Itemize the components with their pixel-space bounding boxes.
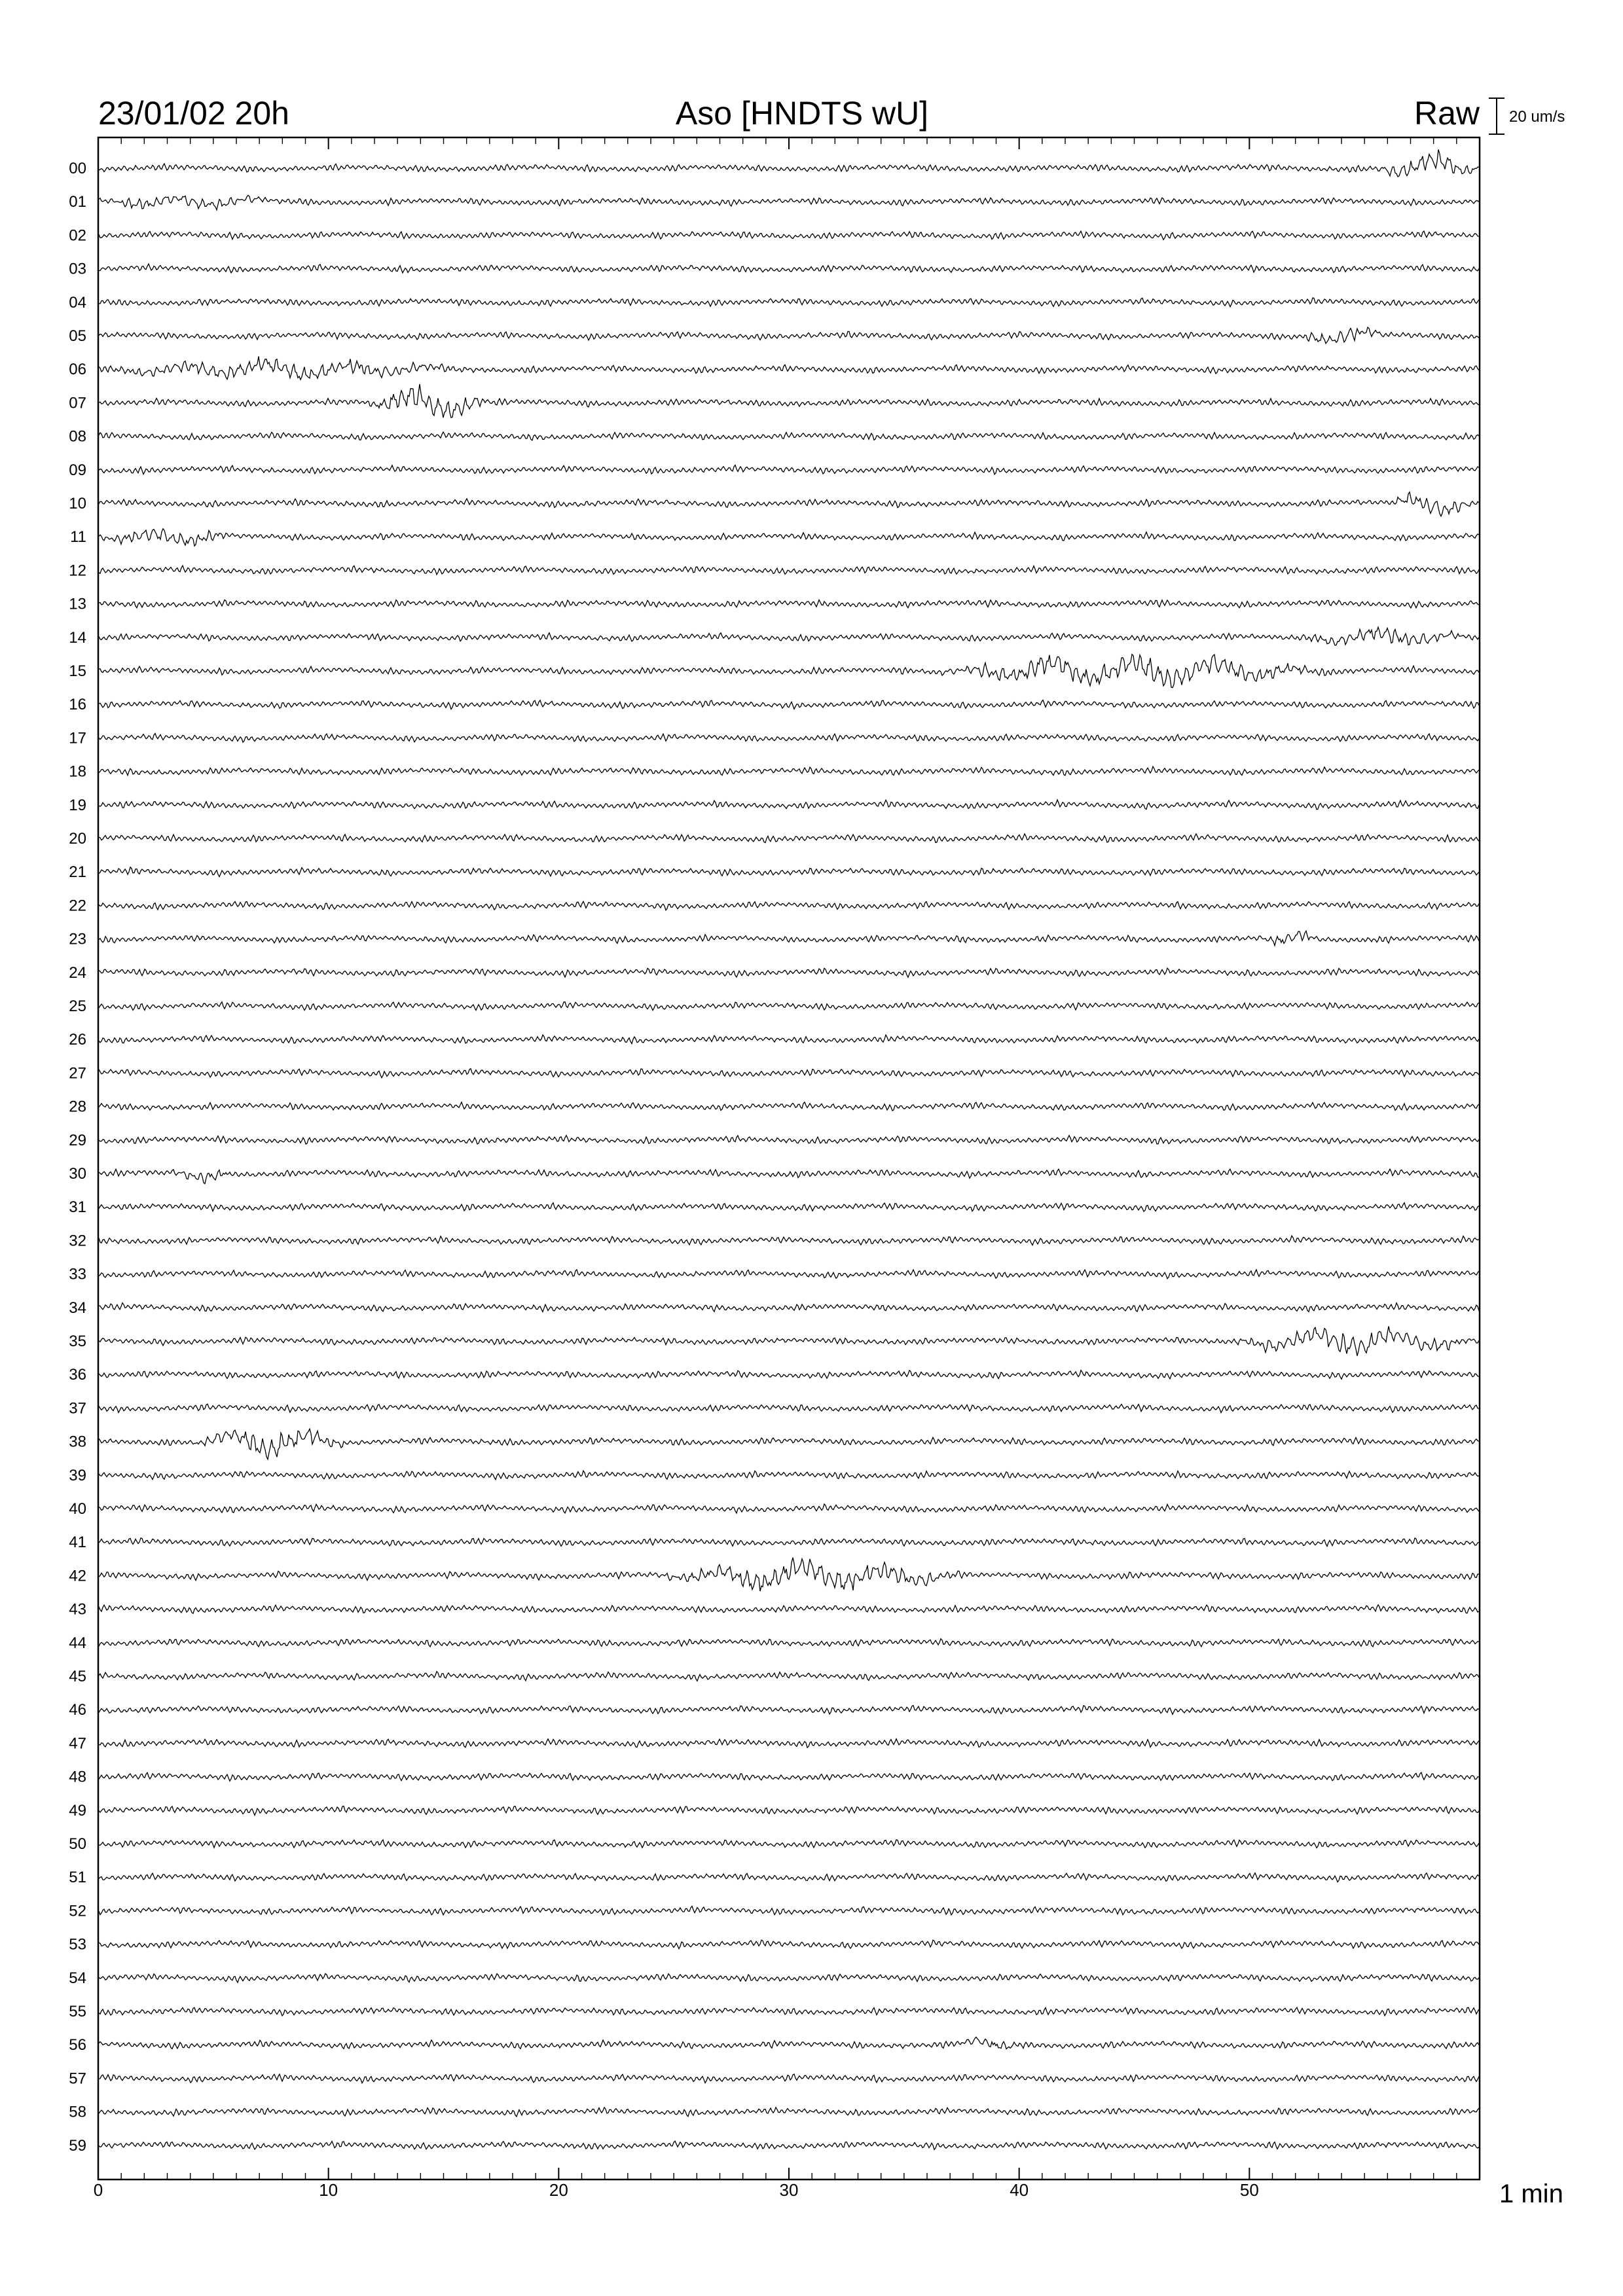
row-label-58: 58 — [69, 2103, 86, 2121]
trace-row-02 — [99, 231, 1479, 240]
amplitude-scale-bar — [1489, 98, 1565, 134]
row-label-15: 15 — [69, 662, 86, 680]
row-labels — [69, 160, 86, 2155]
trace-row-45 — [99, 1672, 1479, 1681]
trace-row-34 — [99, 1303, 1479, 1312]
trace-row-51 — [99, 1873, 1479, 1882]
trace-row-22 — [99, 901, 1479, 910]
trace-row-11 — [99, 529, 1479, 546]
x-tick-label-10: 10 — [319, 2180, 338, 2200]
trace-row-00 — [99, 150, 1479, 177]
row-label-04: 04 — [69, 293, 86, 312]
row-label-26: 26 — [69, 1031, 86, 1049]
trace-row-56 — [99, 2037, 1479, 2049]
row-label-14: 14 — [69, 628, 86, 647]
row-label-49: 49 — [69, 1801, 86, 1820]
trace-row-16 — [99, 700, 1479, 709]
trace-row-18 — [99, 766, 1479, 776]
station-title: Aso [HNDTS wU] — [675, 95, 929, 132]
time-axis-ticks — [98, 137, 1480, 2179]
trace-row-12 — [99, 565, 1479, 575]
row-label-39: 39 — [69, 1466, 86, 1484]
trace-row-40 — [99, 1504, 1479, 1513]
row-label-36: 36 — [69, 1366, 86, 1384]
row-label-28: 28 — [69, 1098, 86, 1116]
row-label-44: 44 — [69, 1634, 86, 1652]
raw-mode-label: Raw — [1413, 95, 1480, 132]
row-label-01: 01 — [69, 193, 86, 211]
row-label-00: 00 — [69, 160, 86, 177]
trace-row-36 — [99, 1371, 1479, 1380]
row-label-08: 08 — [69, 427, 86, 446]
row-label-16: 16 — [69, 696, 86, 714]
trace-row-43 — [99, 1605, 1479, 1613]
trace-row-26 — [99, 1035, 1479, 1044]
row-label-38: 38 — [69, 1433, 86, 1451]
row-label-21: 21 — [69, 863, 86, 882]
trace-row-15 — [99, 655, 1479, 688]
row-label-25: 25 — [69, 997, 86, 1015]
row-label-43: 43 — [69, 1600, 86, 1619]
row-label-46: 46 — [69, 1701, 86, 1719]
x-tick-label-40: 40 — [1010, 2180, 1029, 2200]
row-label-17: 17 — [69, 729, 86, 747]
scale-label: 20 um/s — [1509, 108, 1565, 126]
row-label-11: 11 — [70, 528, 86, 547]
row-label-54: 54 — [69, 1969, 86, 1987]
row-label-56: 56 — [69, 2036, 86, 2054]
trace-row-53 — [99, 1940, 1479, 1948]
trace-row-08 — [99, 432, 1479, 440]
row-label-53: 53 — [69, 1935, 86, 1954]
trace-row-30 — [99, 1169, 1479, 1183]
trace-row-32 — [99, 1236, 1479, 1245]
row-label-22: 22 — [69, 897, 86, 915]
row-label-51: 51 — [69, 1869, 86, 1887]
trace-row-01 — [99, 195, 1479, 209]
row-label-37: 37 — [69, 1399, 86, 1418]
row-label-34: 34 — [69, 1299, 86, 1317]
trace-row-29 — [99, 1136, 1479, 1144]
trace-row-46 — [99, 1706, 1479, 1715]
trace-row-14 — [99, 627, 1479, 645]
trace-row-23 — [99, 931, 1479, 946]
row-label-13: 13 — [69, 595, 86, 613]
row-label-06: 06 — [69, 361, 86, 379]
trace-row-48 — [99, 1772, 1479, 1781]
trace-row-57 — [99, 2074, 1479, 2083]
row-label-03: 03 — [69, 260, 86, 278]
trace-row-25 — [99, 1002, 1479, 1011]
row-label-29: 29 — [69, 1131, 86, 1149]
row-label-40: 40 — [69, 1500, 86, 1518]
trace-row-24 — [99, 968, 1479, 977]
traces — [99, 150, 1479, 2150]
trace-row-03 — [99, 264, 1479, 273]
x-axis-unit-label: 1 min — [1499, 2179, 1563, 2208]
trace-row-28 — [99, 1102, 1479, 1111]
trace-row-21 — [99, 867, 1479, 877]
row-label-23: 23 — [69, 930, 86, 948]
trace-row-04 — [99, 298, 1479, 307]
row-label-33: 33 — [69, 1265, 86, 1283]
x-tick-label-50: 50 — [1239, 2180, 1259, 2200]
trace-row-05 — [99, 327, 1479, 344]
trace-row-07 — [99, 384, 1479, 418]
row-label-10: 10 — [69, 495, 86, 512]
row-label-18: 18 — [69, 762, 86, 781]
trace-row-39 — [99, 1471, 1479, 1480]
row-label-41: 41 — [69, 1534, 86, 1552]
row-label-52: 52 — [69, 1902, 86, 1920]
trace-row-50 — [99, 1840, 1479, 1848]
row-label-07: 07 — [69, 394, 86, 412]
trace-row-31 — [99, 1203, 1479, 1211]
trace-row-59 — [99, 2141, 1479, 2149]
trace-row-06 — [99, 357, 1479, 380]
trace-row-19 — [99, 800, 1479, 810]
row-label-24: 24 — [69, 963, 86, 982]
row-label-09: 09 — [69, 461, 86, 479]
trace-row-44 — [99, 1639, 1479, 1647]
trace-row-09 — [99, 465, 1479, 475]
row-label-02: 02 — [69, 226, 86, 245]
trace-row-13 — [99, 600, 1479, 608]
trace-row-41 — [99, 1538, 1479, 1547]
row-label-35: 35 — [69, 1333, 86, 1350]
row-label-47: 47 — [69, 1734, 86, 1753]
x-tick-label-0: 0 — [93, 2180, 103, 2200]
trace-row-35 — [99, 1326, 1479, 1355]
row-label-30: 30 — [69, 1165, 86, 1183]
row-label-32: 32 — [69, 1232, 86, 1250]
trace-row-55 — [99, 2007, 1479, 2016]
row-label-45: 45 — [69, 1668, 86, 1685]
trace-row-47 — [99, 1739, 1479, 1748]
row-label-05: 05 — [69, 327, 86, 345]
row-label-19: 19 — [69, 796, 86, 814]
trace-row-54 — [99, 1974, 1479, 1983]
trace-row-27 — [99, 1069, 1479, 1078]
row-label-59: 59 — [69, 2136, 86, 2155]
row-label-27: 27 — [69, 1064, 86, 1083]
trace-row-17 — [99, 734, 1479, 743]
trace-row-10 — [99, 492, 1479, 516]
row-label-12: 12 — [69, 562, 86, 580]
x-tick-label-20: 20 — [549, 2180, 568, 2200]
row-label-57: 57 — [69, 2070, 86, 2088]
row-label-48: 48 — [69, 1768, 86, 1786]
trace-row-33 — [99, 1270, 1479, 1279]
row-label-42: 42 — [69, 1567, 86, 1585]
row-label-31: 31 — [69, 1198, 86, 1217]
date-hour-label: 23/01/02 20h — [98, 95, 289, 132]
trace-row-20 — [99, 834, 1479, 843]
row-label-55: 55 — [69, 2003, 86, 2020]
time-axis-labels — [94, 2180, 1259, 2200]
trace-row-37 — [99, 1404, 1479, 1412]
trace-row-58 — [99, 2108, 1479, 2117]
trace-row-42 — [99, 1558, 1479, 1592]
trace-row-52 — [99, 1906, 1479, 1914]
trace-row-49 — [99, 1806, 1479, 1816]
x-tick-label-30: 30 — [779, 2180, 799, 2200]
plot-frame — [98, 137, 1480, 2179]
row-label-50: 50 — [69, 1835, 86, 1853]
row-label-20: 20 — [69, 830, 86, 848]
trace-row-38 — [99, 1429, 1479, 1459]
